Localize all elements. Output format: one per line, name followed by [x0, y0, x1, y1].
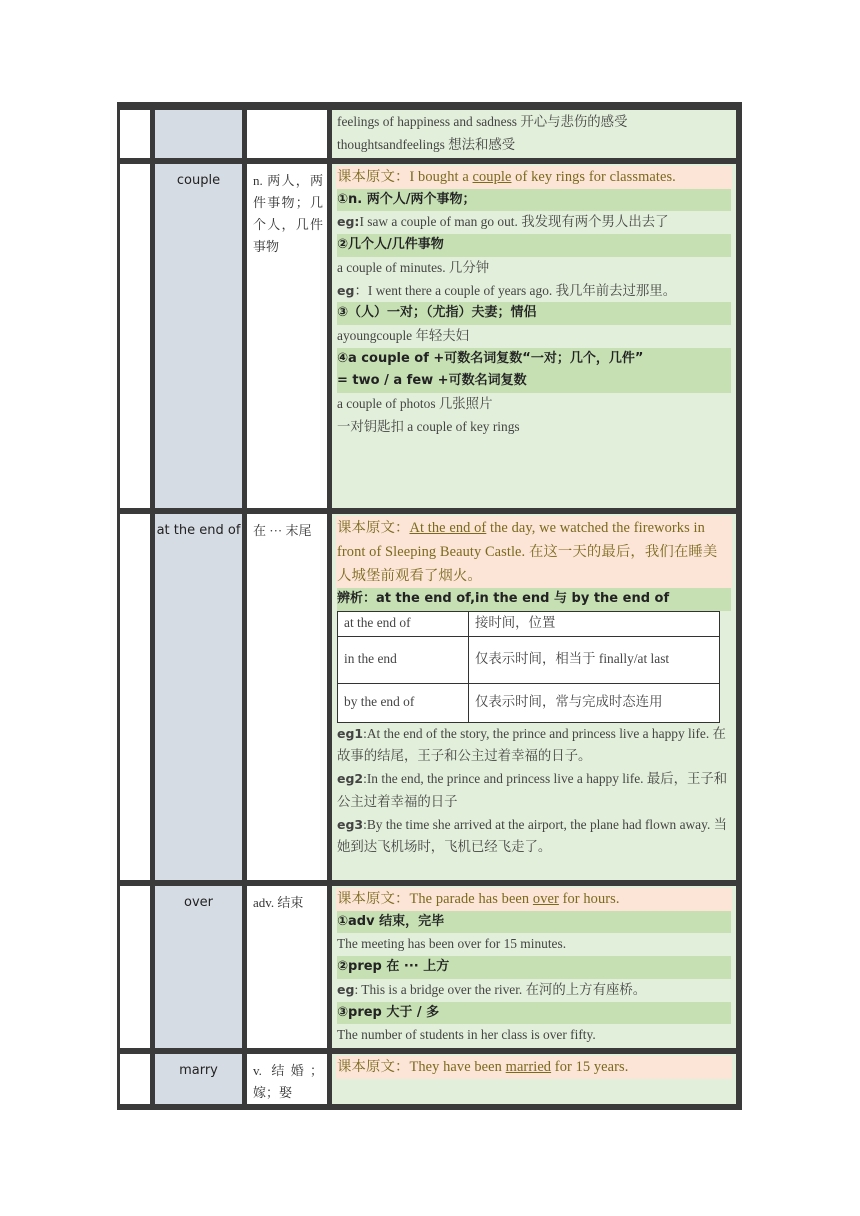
keyword-underline: couple [472, 169, 512, 185]
table-row [338, 683, 720, 722]
row0-blank-cell [120, 110, 150, 158]
notes-line: feelings of happiness and sadness 开心与悲伤的感受 [337, 114, 628, 129]
sense-heading: ②几个人/几件事物 [337, 234, 731, 257]
row4-meaning-cell: v. 结婚；嫁；娶 [247, 1054, 327, 1104]
table-cell: by the end of [338, 683, 469, 722]
row1-meaning-cell: n. 两人，两件事物；几个人，几件事物 [247, 164, 327, 508]
row0-word-cell [155, 110, 242, 158]
table-row [338, 611, 720, 636]
example-line: eg3:By the time she arrived at the airport, the plane had flown away. 当她到达飞机场时，飞机已经飞走了。 [337, 816, 728, 855]
textbook-quote: 课本原文：At the end of the day, we watched the fireworks in front of Sleeping Beauty Castle. 在这一天的最后，我们在睡美人城堡前观看了烟火。 [336, 516, 732, 588]
example-line: eg: This is a bridge over the river. 在河的上方有座桥。 [337, 981, 647, 997]
sense-heading: ①n. 两个人/两个事物； [337, 189, 731, 212]
row3-word-cell: over [155, 886, 242, 1048]
row1-word-cell: couple [155, 164, 242, 508]
sense-heading: = two / a few +可数名词复数 [337, 370, 731, 393]
row3-notes-cell [332, 886, 736, 1048]
notes-line: The meeting has been over for 15 minutes. [337, 936, 567, 952]
row3-meaning-cell: adv. 结束 [247, 886, 327, 1048]
comparison-table [337, 611, 720, 723]
textbook-quote: 课本原文：I bought a couple of key rings for classmates. [336, 166, 732, 189]
notes-line: ayoungcouple 年轻夫妇 [337, 327, 470, 343]
row4-blank-cell [120, 1054, 150, 1104]
example-line: eg1:At the end of the story, the prince and princess live a happy life. 在故事的结尾，王子和公主过着幸福的日子。 [337, 725, 726, 764]
sense-heading: ①adv 结束，完毕 [337, 911, 731, 934]
notes-line: 一对钥匙扣 a couple of key rings [337, 418, 520, 434]
table-cell: in the end [338, 636, 469, 683]
comparison-heading: 辨析：at the end of,in the end 与 by the end of [337, 588, 731, 611]
notes-line: The number of students in her class is over fifty. [337, 1027, 596, 1043]
example-line: eg:I saw a couple of man go out. 我发现有两个男人出去了 [337, 214, 669, 230]
textbook-quote: 课本原文：The parade has been over for hours. [336, 888, 732, 911]
sense-heading: ③prep 大于 / 多 [337, 1002, 731, 1025]
row0-notes-cell [332, 110, 736, 158]
keyword-underline: married [505, 1059, 552, 1075]
table-row [338, 636, 720, 683]
row1-notes-cell [332, 164, 736, 508]
sense-heading: ④a couple of +可数名词复数“一对；几个，几件” [337, 348, 731, 371]
notes-line: a couple of minutes. 几分钟 [337, 259, 490, 275]
row4-word-cell: marry [155, 1054, 242, 1104]
row3-blank-cell [120, 886, 150, 1048]
table-cell: 仅表示时间，相当于 finally/at last [469, 636, 720, 683]
table-cell: at the end of [338, 611, 469, 636]
notes-line: thoughtsandfeelings 想法和感受 [337, 136, 516, 152]
example-line: eg2:In the end, the prince and princess live a happy life. 最后，王子和公主过着幸福的日子 [337, 771, 728, 809]
keyword-underline: over [532, 891, 559, 907]
textbook-quote: 课本原文：They have been married for 15 years. [336, 1056, 732, 1079]
row2-word-cell: at the end of [155, 514, 242, 880]
row4-notes-cell [332, 1054, 736, 1104]
row2-meaning-cell: 在 ··· 末尾 [247, 514, 327, 880]
keyword-underline: At the end of [409, 520, 487, 536]
example-line: eg：I went there a couple of years ago. 我几年前去过那里。 [337, 282, 677, 298]
notes-line: a couple of photos 几张照片 [337, 396, 493, 412]
sense-heading: ②prep 在 ··· 上方 [337, 956, 731, 979]
row1-blank-cell [120, 164, 150, 508]
row0-meaning-cell [247, 110, 327, 158]
table-cell: 接时间，位置 [469, 611, 720, 636]
sense-heading: ③（人）一对；（尤指）夫妻；情侣 [337, 302, 731, 325]
row2-blank-cell [120, 514, 150, 880]
row2-notes-cell [332, 514, 736, 880]
table-cell: 仅表示时间，常与完成时态连用 [469, 683, 720, 722]
